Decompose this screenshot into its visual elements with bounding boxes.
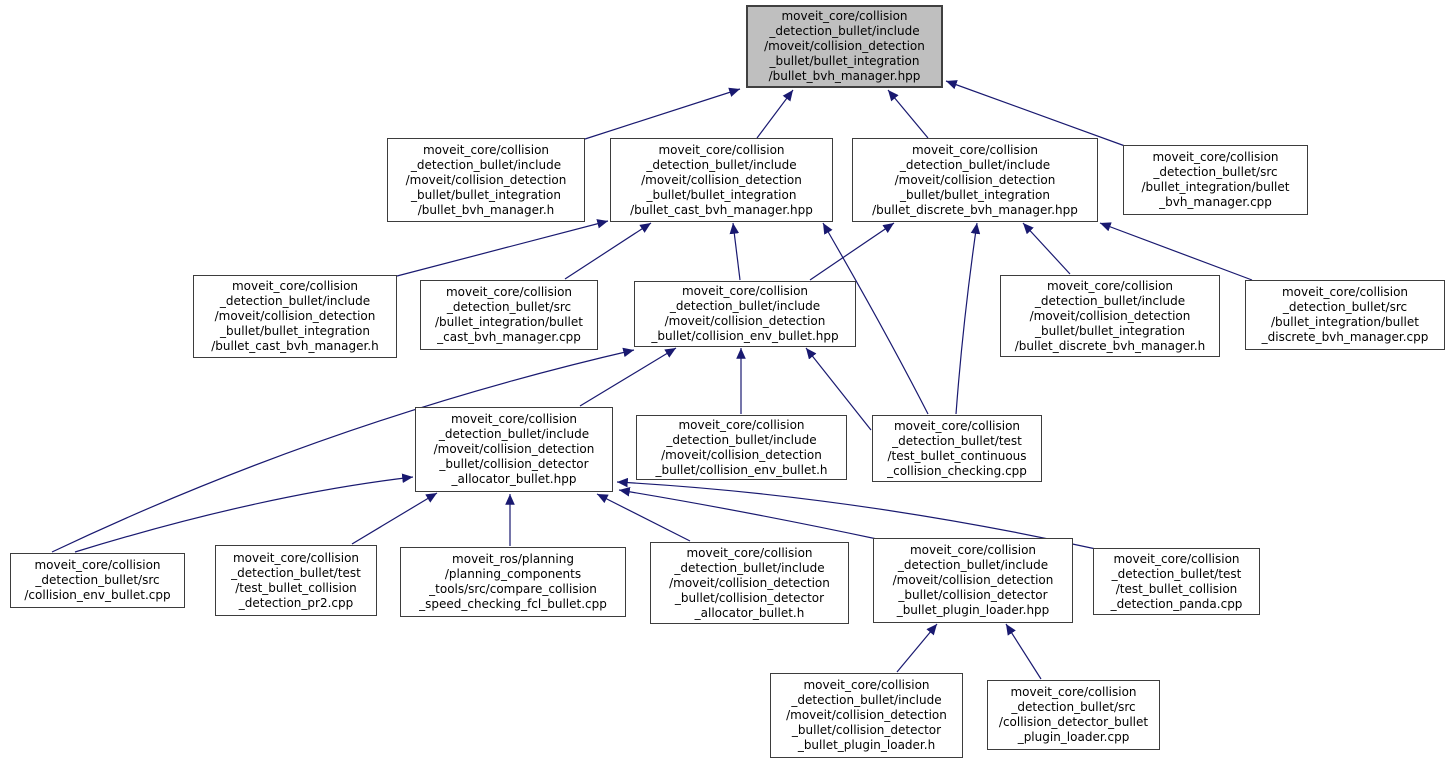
node-label-line: _allocator_bullet.hpp (451, 472, 577, 486)
node-label-line: moveit_core/collision (34, 558, 161, 572)
node-label-line: _collision_checking.cpp (887, 463, 1027, 478)
node-label-line: _bullet/bullet_integration (646, 187, 797, 202)
include-edge-collision-detector-allocator-bullet-h-to-collision-detector-allocator-bullet-hpp (597, 494, 690, 541)
node-label-line: moveit_core/collision (681, 284, 809, 298)
node-label-line: _bullet/collision_detector (439, 457, 589, 471)
node-label-line: _discrete_bvh_manager.cpp (1261, 330, 1429, 344)
node-label-line: /bullet_bvh_manager.hpp (768, 69, 921, 83)
node-label-line: _allocator_bullet.h (694, 605, 805, 620)
node-label-line: _detection_bullet/include (438, 427, 590, 441)
node-label-line: _detection_pr2.cpp (238, 595, 354, 610)
node-label-line: _detection_bullet/include (769, 24, 920, 38)
node-label-line: moveit_core/collision (1281, 285, 1409, 299)
node-label-line: /collision_detector_bullet (998, 715, 1149, 729)
node-label-line: _detection_bullet/include (899, 157, 1051, 172)
node-label-line: _detection_bullet/src (446, 300, 572, 314)
node-label-line: _bullet/collision_env_bullet.h (655, 462, 828, 477)
node-label-line: /moveit/collision_detection (1029, 308, 1191, 323)
node-label-line: /bullet_cast_bvh_manager.hpp (630, 202, 813, 217)
node-label-line: /moveit/collision_detection (669, 575, 830, 590)
include-edge-bullet-cast-bvh-manager-h-to-bullet-cast-bvh-manager-hpp (397, 221, 608, 276)
node-label-line: moveit_core/collision (893, 418, 1021, 433)
graph-node-bullet-cast-bvh-manager-h[interactable] (193, 275, 397, 358)
node-label-line: _detection_bullet/test (1111, 566, 1242, 581)
graph-node-collision-detector-bullet-plugin-loader-cpp[interactable] (987, 680, 1160, 750)
graph-node-collision-detector-bullet-plugin-loader-hpp[interactable] (873, 538, 1073, 623)
node-label-line: /moveit/collision_detection (214, 309, 376, 323)
include-edge-bullet-discrete-bvh-manager-hpp-to-bullet-bvh-manager-hpp (888, 90, 928, 138)
include-edge-bullet-cast-bvh-manager-cpp-to-bullet-cast-bvh-manager-hpp (565, 223, 651, 279)
graph-node-bullet-bvh-manager-h[interactable] (387, 138, 585, 222)
node-label-line: /moveit/collision_detection (764, 39, 925, 53)
node-label-line: _bullet/bullet_integration (220, 324, 370, 338)
include-edge-collision-env-bullet-hpp-to-bullet-discrete-bvh-manager-hpp (810, 223, 894, 280)
node-label-line: moveit_core/collision (803, 678, 930, 692)
node-label-line: /planning_components (444, 567, 582, 581)
node-label-line: _detection_bullet/src (35, 573, 160, 587)
include-edge-collision-detector-bullet-plugin-loader-cpp-to-collision-detector-bullet-plugin-loader-hpp (1006, 624, 1041, 679)
graph-node-test-bullet-continuous-collision-checking-cpp[interactable] (872, 415, 1042, 482)
node-label-line: _bullet/bullet_integration (1035, 323, 1185, 338)
node-label-line: _bullet/collision_detector (791, 723, 942, 737)
node-label-line: _bullet_plugin_loader.hpp (896, 603, 1050, 617)
node-label-line: _bvh_manager.cpp (1159, 195, 1272, 209)
include-edge-bullet-cast-bvh-manager-hpp-to-bullet-bvh-manager-hpp (757, 90, 793, 138)
node-label-line: _detection_bullet/include (669, 299, 821, 313)
graph-node-collision-env-bullet-hpp[interactable] (634, 281, 856, 347)
node-label-line: _bullet/bullet_integration (411, 187, 561, 202)
include-edge-collision-env-bullet-cpp-to-collision-detector-allocator-bullet-hpp (75, 477, 413, 552)
node-label-line: _detection_bullet/include (1034, 293, 1186, 308)
graph-node-compare-collision-speed-checking-fcl-bullet-cpp[interactable] (400, 547, 626, 617)
node-label-line: moveit_core/collision (450, 412, 578, 426)
node-label-line: moveit_core/collision (781, 9, 908, 23)
node-label-line: _detection_bullet/src (1011, 700, 1136, 714)
node-label-line: /bullet_bvh_manager.h (417, 202, 555, 217)
node-label-line: _bullet/collision_detector (898, 588, 1048, 602)
graph-node-test-bullet-collision-detection-pr2-cpp[interactable] (215, 545, 377, 616)
node-label-line: /collision_env_bullet.cpp (24, 588, 171, 602)
node-label-line: moveit_core/collision (678, 417, 805, 432)
node-label-line: _detection_bullet/src (1282, 300, 1408, 314)
node-label-line: _detection_bullet/include (646, 157, 797, 172)
graph-node-bullet-discrete-bvh-manager-cpp[interactable] (1245, 280, 1445, 350)
node-label-line: moveit_core/collision (658, 142, 785, 157)
node-label-line: /moveit/collision_detection (664, 314, 826, 328)
node-label-line: moveit_core/collision (445, 285, 573, 299)
include-edge-bullet-bvh-manager-h-to-bullet-bvh-manager-hpp (585, 89, 740, 139)
graph-node-bullet-bvh-manager-cpp[interactable] (1123, 145, 1308, 215)
node-label-line: moveit_ros/planning (452, 552, 574, 566)
node-label-line: /bullet_cast_bvh_manager.h (211, 339, 379, 353)
node-label-line: moveit_core/collision (1010, 685, 1137, 699)
node-label-line: moveit_core/collision (911, 142, 1039, 157)
graph-node-test-bullet-collision-detection-panda-cpp[interactable] (1093, 548, 1260, 615)
node-label-line: _bullet_plugin_loader.h (797, 738, 936, 752)
node-label-line: _cast_bvh_manager.cpp (437, 330, 581, 344)
node-label-line: _plugin_loader.cpp (1017, 730, 1130, 744)
node-label-line: moveit_core/collision (686, 545, 813, 560)
include-edge-bullet-discrete-bvh-manager-cpp-to-bullet-discrete-bvh-manager-hpp (1100, 223, 1252, 280)
node-label-line: _speed_checking_fcl_bullet.cpp (419, 597, 607, 611)
include-edge-bullet-bvh-manager-cpp-to-bullet-bvh-manager-hpp (946, 81, 1125, 146)
node-label-line: /bullet_discrete_bvh_manager.h (1014, 338, 1206, 353)
node-label-line: _detection_bullet/include (791, 693, 942, 707)
node-label-line: moveit_core/collision (422, 142, 550, 157)
node-label-line: moveit_core/collision (909, 543, 1037, 557)
graph-node-bullet-discrete-bvh-manager-h[interactable] (1000, 275, 1220, 357)
node-label-line: /test_bullet_continuous (887, 448, 1027, 463)
graph-node-collision-detector-allocator-bullet-h[interactable] (650, 542, 849, 624)
graph-node-collision-detector-bullet-plugin-loader-h[interactable] (770, 673, 963, 758)
node-label-line: /bullet_integration/bullet (1271, 315, 1419, 329)
node-label-line: _bullet/collision_env_bullet.hpp (651, 329, 839, 343)
node-label-line: _bullet/collision_detector (674, 590, 825, 605)
node-label-line: _detection_bullet/include (897, 558, 1049, 572)
node-label-line: _detection_bullet/test (231, 565, 361, 580)
node-label-line: _detection_bullet/include (219, 294, 371, 308)
node-label-line: moveit_core/collision (1113, 551, 1240, 566)
include-edge-collision-env-bullet-hpp-to-bullet-cast-bvh-manager-hpp (733, 223, 740, 280)
node-label-line: /moveit/collision_detection (892, 573, 1054, 587)
include-edge-test-bullet-continuous-collision-checking-cpp-to-bullet-discrete-bvh-manager-hpp (956, 223, 977, 414)
graph-node-bullet-cast-bvh-manager-hpp[interactable] (610, 138, 833, 222)
graph-node-bullet-cast-bvh-manager-cpp[interactable] (420, 280, 598, 350)
node-label-line: moveit_core/collision (232, 550, 360, 565)
node-label-line: _detection_bullet/include (410, 157, 562, 172)
node-label-line: _detection_bullet/test (892, 433, 1022, 448)
node-label-line: /moveit/collision_detection (405, 172, 567, 187)
node-label-line: /moveit/collision_detection (786, 708, 947, 722)
include-edge-collision-detector-bullet-plugin-loader-h-to-collision-detector-bullet-plugin-loader-hpp (897, 624, 937, 672)
node-label-line: _detection_panda.cpp (1110, 596, 1243, 611)
node-label-line: /bullet_integration/bullet (1141, 180, 1290, 194)
node-label-line: /moveit/collision_detection (661, 447, 822, 462)
graph-node-bullet-bvh-manager-hpp[interactable] (746, 5, 943, 88)
graph-node-collision-detector-allocator-bullet-hpp[interactable] (415, 407, 613, 492)
node-label-line: /moveit/collision_detection (641, 172, 802, 187)
node-label-line: /moveit/collision_detection (433, 442, 595, 456)
include-edge-test-bullet-collision-detection-pr2-cpp-to-collision-detector-allocator-bullet-hpp (352, 493, 437, 544)
node-label-line: /test_bullet_collision (1115, 581, 1238, 596)
node-label-line: _bullet/bullet_integration (900, 187, 1050, 202)
node-label-line: /bullet_discrete_bvh_manager.hpp (872, 202, 1078, 217)
node-label-line: /moveit/collision_detection (894, 172, 1056, 187)
node-label-line: moveit_core/collision (1046, 278, 1174, 293)
include-edge-collision-detector-bullet-plugin-loader-hpp-to-collision-detector-allocator-bullet-hpp (619, 490, 877, 539)
node-label-line: _tools/src/compare_collision (429, 582, 597, 596)
node-label-line: _bullet/bullet_integration (769, 54, 920, 68)
node-label-line: /test_bullet_collision (235, 580, 357, 595)
node-label-line: _detection_bullet/src (1153, 165, 1278, 179)
node-label-line: moveit_core/collision (231, 279, 359, 293)
graph-node-bullet-discrete-bvh-manager-hpp[interactable] (852, 138, 1098, 222)
node-label-line: /bullet_integration/bullet (435, 315, 583, 329)
graph-node-collision-env-bullet-cpp[interactable] (10, 553, 185, 608)
node-label-line: moveit_core/collision (1152, 150, 1279, 164)
node-label-line: _detection_bullet/include (666, 432, 817, 447)
include-edge-bullet-discrete-bvh-manager-h-to-bullet-discrete-bvh-manager-hpp (1023, 223, 1070, 274)
include-edge-collision-detector-allocator-bullet-hpp-to-collision-env-bullet-hpp (580, 348, 676, 406)
graph-node-collision-env-bullet-h[interactable] (636, 415, 847, 480)
node-label-line: _detection_bullet/include (674, 560, 825, 575)
